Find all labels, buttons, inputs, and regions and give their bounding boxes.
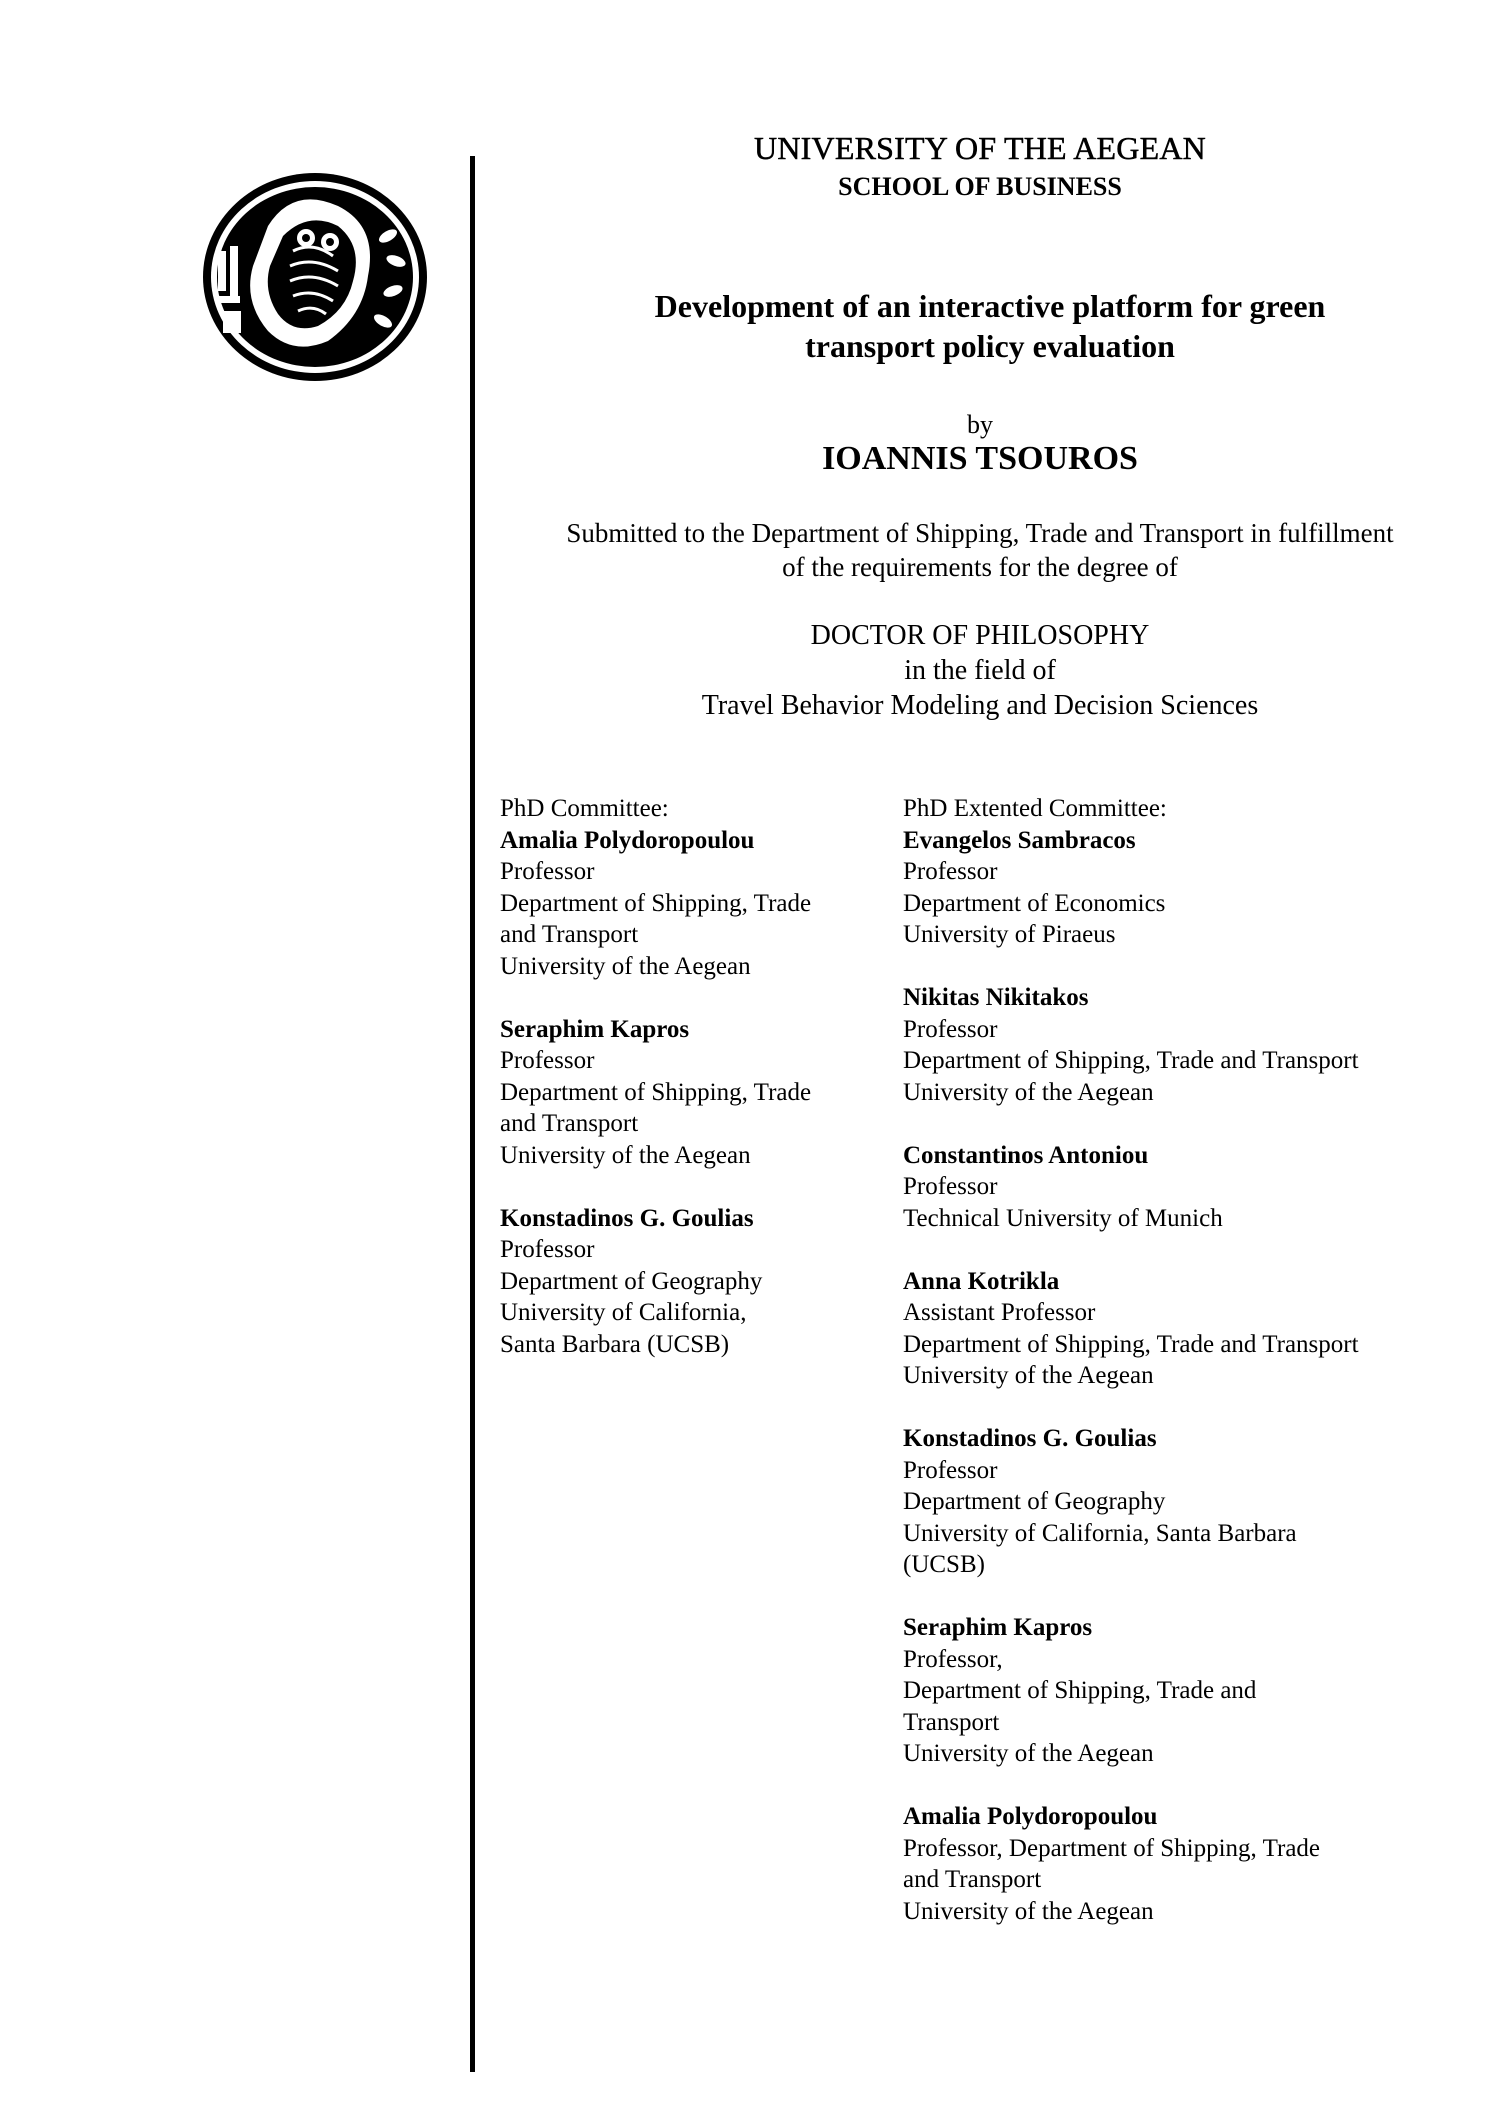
degree-field: Travel Behavior Modeling and Decision Sciences — [701, 690, 1259, 721]
member-affiliation-line: (UCSB) — [903, 1551, 985, 1578]
by-label: by — [967, 410, 993, 439]
extended-committee-members-list — [903, 825, 1423, 1928]
thesis-title — [560, 286, 1420, 366]
member-name: Konstadinos G. Goulias — [903, 1425, 1157, 1452]
member-affiliation-line: University of Piraeus — [903, 921, 1116, 948]
member-affiliation-line: Professor — [500, 858, 595, 885]
phd-committee — [500, 793, 860, 1392]
phd-extended-committee — [903, 793, 1423, 1959]
committee-member — [903, 1140, 1423, 1235]
committee-member — [500, 1203, 860, 1361]
member-affiliation-line: Department of Shipping, Trade — [500, 1078, 812, 1106]
member-affiliation-line: Professor, — [903, 1645, 1003, 1673]
member-affiliation-line: Professor — [500, 1236, 595, 1263]
member-affiliation-line: Professor, Department of Shipping, Trade — [903, 1834, 1321, 1862]
member-name: Anna Kotrikla — [903, 1267, 1060, 1295]
thesis-title-line: Development of an interactive platform for green — [654, 288, 1326, 324]
member-affiliation-line: Santa Barbara (UCSB) — [500, 1330, 730, 1358]
member-affiliation-line: Department of Shipping, Trade and Transport — [903, 1047, 1359, 1074]
member-affiliation-line: Professor — [903, 1456, 998, 1484]
member-name: Seraphim Kapros — [903, 1614, 1093, 1641]
member-affiliation-line: University of the Aegean — [903, 1362, 1154, 1389]
submission-line: of the requirements for the degree of — [782, 552, 1178, 582]
university-seal-icon — [198, 166, 432, 388]
committee-heading: PhD Committee: — [500, 795, 669, 822]
degree-block — [480, 618, 1480, 723]
member-affiliation-line: Department of Economics — [903, 889, 1166, 917]
member-name: Amalia Polydoropoulou — [500, 826, 755, 854]
member-affiliation-line: Department of Geography — [500, 1267, 763, 1295]
member-affiliation-line: and Transport — [500, 921, 639, 948]
member-affiliation-line: University of the Aegean — [500, 1141, 751, 1169]
member-affiliation-line: Transport — [903, 1708, 1000, 1736]
member-name: Constantinos Antoniou — [903, 1141, 1149, 1169]
submission-statement — [500, 516, 1460, 584]
member-affiliation-line: and Transport — [500, 1110, 639, 1137]
member-affiliation-line: University of the Aegean — [903, 1078, 1154, 1106]
degree-field-label: in the field of — [904, 655, 1056, 686]
thesis-title-line: transport policy evaluation — [805, 328, 1175, 364]
committee-member — [903, 1612, 1423, 1770]
member-affiliation-line: Technical University of Munich — [903, 1204, 1223, 1232]
member-affiliation-line: Professor — [903, 1015, 998, 1043]
member-affiliation-line: University of the Aegean — [903, 1897, 1154, 1925]
member-affiliation-line: Department of Shipping, Trade and Transport — [903, 1330, 1359, 1358]
school-name: SCHOOL OF BUSINESS — [838, 172, 1122, 201]
member-name: Konstadinos G. Goulias — [500, 1204, 754, 1232]
committee-member — [500, 1014, 860, 1172]
member-affiliation-line: Department of Shipping, Trade — [500, 889, 812, 917]
member-name: Evangelos Sambracos — [903, 826, 1136, 854]
member-affiliation-line: University of California, Santa Barbara — [903, 1519, 1297, 1547]
committee-member — [903, 1423, 1423, 1581]
committee-member — [500, 825, 860, 983]
extended-committee-heading: PhD Extented Committee: — [903, 795, 1167, 822]
member-affiliation-line: University of California, — [500, 1299, 747, 1326]
member-affiliation-line: Department of Geography — [903, 1488, 1166, 1515]
member-affiliation-line: University of the Aegean — [903, 1740, 1154, 1767]
committee-member — [903, 982, 1423, 1108]
committee-member — [903, 1266, 1423, 1392]
member-name: Nikitas Nikitakos — [903, 984, 1089, 1011]
member-name: Amalia Polydoropoulou — [903, 1803, 1158, 1830]
member-affiliation-line: Assistant Professor — [903, 1299, 1096, 1326]
committee-member — [903, 825, 1423, 951]
member-affiliation-line: and Transport — [903, 1866, 1042, 1893]
member-affiliation-line: Department of Shipping, Trade and — [903, 1677, 1257, 1704]
committee-member — [903, 1801, 1423, 1927]
author-name: IOANNIS TSOUROS — [822, 440, 1138, 477]
member-name: Seraphim Kapros — [500, 1015, 690, 1043]
member-affiliation-line: Professor — [903, 1173, 998, 1200]
degree-name: DOCTOR OF PHILOSOPHY — [810, 620, 1150, 651]
university-name: UNIVERSITY OF THE AEGEAN — [754, 130, 1206, 166]
submission-line: Submitted to the Department of Shipping, Trade and Transport in fulfillment — [566, 518, 1394, 548]
member-affiliation-line: Professor — [903, 858, 998, 885]
vertical-divider — [470, 156, 475, 2072]
member-affiliation-line: Professor — [500, 1047, 595, 1074]
member-affiliation-line: University of the Aegean — [500, 952, 751, 980]
committee-members-list — [500, 825, 860, 1361]
